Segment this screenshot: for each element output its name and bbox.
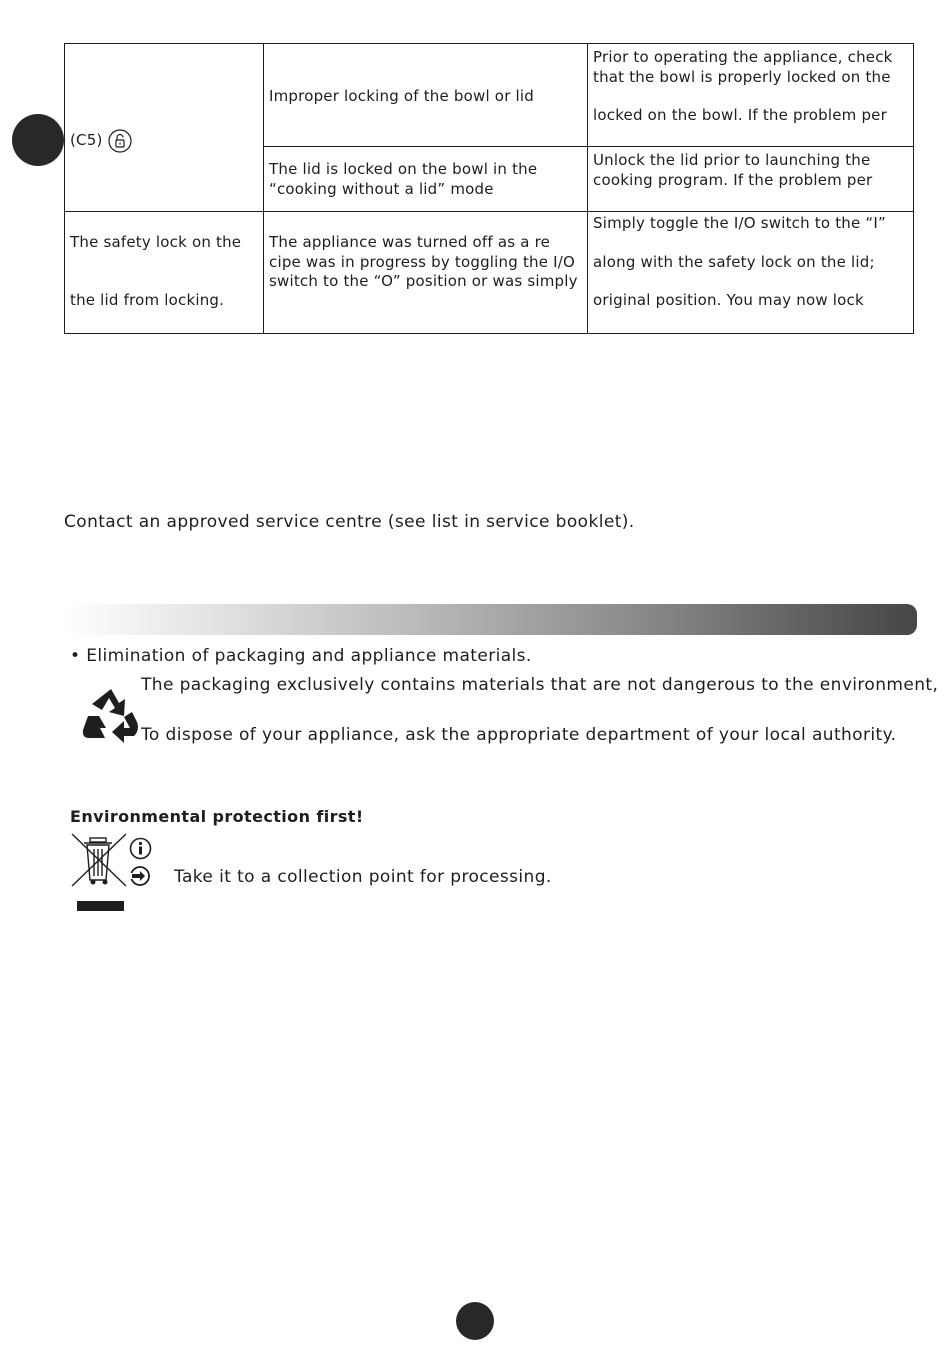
solution-line: original position. You may now lock [593, 291, 864, 309]
info-icon [129, 837, 152, 860]
cause-line: cipe was in progress by toggling the I/O [269, 253, 576, 271]
arrow-right-icon [129, 865, 151, 887]
solution-cell [588, 147, 914, 212]
solution-line: along with the safety lock on the lid; [593, 253, 875, 271]
cause-line: “cooking without a lid” mode [269, 180, 494, 198]
fault-line: the lid from locking. [70, 291, 225, 309]
solution-cell [588, 212, 914, 334]
dispose-text: To dispose of your appliance, ask the appropriate department of your local authority. [141, 725, 897, 745]
table-row [65, 212, 914, 334]
cause-line: The lid is locked on the bowl in the [269, 160, 538, 178]
contact-text: Contact an approved service centre (see list in service booklet). [64, 512, 635, 532]
packaging-text: The packaging exclusively contains materials that are not dangerous to the environment, [141, 675, 939, 695]
solution-line: locked on the bowl. If the problem per [593, 106, 887, 124]
collection-text: Take it to a collection point for processing. [174, 867, 552, 887]
troubleshooting-table [64, 43, 914, 334]
cause-line: switch to the “O” position or was simply [269, 272, 578, 290]
protection-heading: Environmental protection first! [70, 807, 364, 826]
page-number-dot [456, 1302, 494, 1340]
cause-cell [264, 44, 588, 147]
bullet-heading: • Elimination of packaging and appliance materials. [70, 646, 532, 666]
cause-line: Improper locking of the bowl or lid [269, 87, 534, 105]
unlock-icon [108, 129, 132, 153]
solution-line: Prior to operating the appliance, check [593, 48, 893, 66]
section-header-band [64, 604, 917, 635]
fault-code: (C5) [70, 131, 103, 149]
solution-line: that the bowl is properly locked on the [593, 68, 891, 86]
cause-cell [264, 212, 588, 334]
crossed-bin-icon [70, 832, 128, 912]
solution-line: cooking program. If the problem per [593, 171, 873, 189]
cause-cell [264, 147, 588, 212]
solution-line: Simply toggle the I/O switch to the “I” [593, 214, 886, 232]
fault-line: The safety lock on the [70, 233, 242, 251]
solution-line: Unlock the lid prior to launching the [593, 151, 871, 169]
page-tab-dot [12, 114, 64, 166]
recycle-icon [80, 686, 142, 748]
solution-cell [588, 44, 914, 147]
fault-cell [65, 212, 264, 334]
table-row [65, 44, 914, 147]
fault-cell [65, 44, 264, 212]
cause-line: The appliance was turned off as a re [269, 233, 551, 251]
